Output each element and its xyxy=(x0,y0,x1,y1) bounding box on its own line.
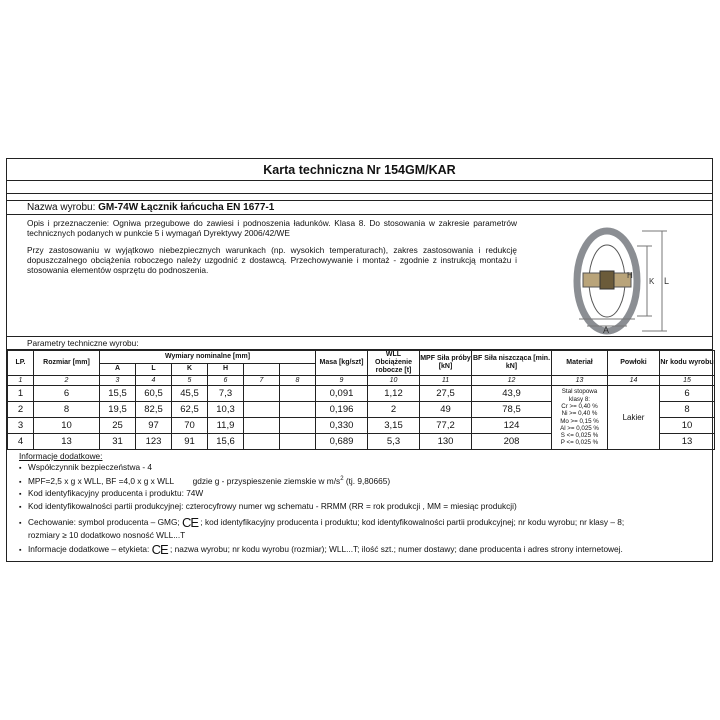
description-paragraph: Opis i przeznaczenie: Ogniwa przegubowe do zawiesi i podnoszenia ładunków. Klasa 8. Do stosowania w zakresie parametrów technicznych podanych w punkcie 5 i wymagań Dyrektywy 2006/42/WE xyxy=(27,218,517,238)
col-number: 1 xyxy=(8,376,34,386)
cell-lp: 4 xyxy=(8,434,34,450)
cell-bf: 43,9 xyxy=(472,386,552,402)
cell-mpf: 130 xyxy=(420,434,472,450)
cell-mass: 0,689 xyxy=(316,434,368,450)
cell-k: 45,5 xyxy=(172,386,208,402)
info-text: Współczynnik bezpieczeństwa - 4 xyxy=(28,461,153,472)
sheet-title: Karta techniczna Nr 154GM/KAR xyxy=(7,159,712,181)
cell-bf: 208 xyxy=(472,434,552,450)
material-line: Ni >= 0,40 % xyxy=(561,410,598,418)
technical-sheet xyxy=(6,158,713,562)
col-number: 12 xyxy=(472,376,552,386)
cell-h: 11,9 xyxy=(208,418,244,434)
col-number: 8 xyxy=(280,376,316,386)
cell-k: 70 xyxy=(172,418,208,434)
cell-lp: 1 xyxy=(8,386,34,402)
info-text: Kod identyfikowalności partii produkcyjnej: czterocyfrowy numer wg schematu - RRMM (RR = rok produkcji , MM = miesiąc produkcji) xyxy=(28,500,517,511)
table-row xyxy=(8,386,715,402)
col-number: 11 xyxy=(420,376,472,386)
params-label: Parametry techniczne wyrobu: xyxy=(7,337,712,350)
info-item xyxy=(19,474,712,488)
product-label: Nazwa wyrobu: xyxy=(27,202,99,213)
cell-empty xyxy=(244,418,280,434)
dim-label-k: K xyxy=(649,277,655,286)
product-name: GM-74W Łącznik łańcucha EN 1677-1 xyxy=(98,202,275,213)
cell-coating: Lakier xyxy=(608,386,660,450)
blank-row xyxy=(7,194,712,201)
header-lp: LP. xyxy=(8,351,34,376)
col-number: 9 xyxy=(316,376,368,386)
material-line: Stal stopowa xyxy=(561,388,598,396)
info-header: Informacje dodatkowe: xyxy=(19,451,103,461)
cell-a: 19,5 xyxy=(100,402,136,418)
material-line: klasy 8: xyxy=(569,395,590,403)
cell-lp: 3 xyxy=(8,418,34,434)
info-text: (tj. 9,80665) xyxy=(343,475,391,486)
cell-h: 10,3 xyxy=(208,402,244,418)
header-coating: Powłoki xyxy=(608,351,660,376)
header-dim-l: L xyxy=(136,363,172,376)
cell-code: 6 xyxy=(660,386,715,402)
header-mpf: MPF Siła próby [kN] xyxy=(420,351,472,376)
column-numbers-row xyxy=(8,376,715,386)
cell-k: 62,5 xyxy=(172,402,208,418)
col-number: 10 xyxy=(368,376,420,386)
material-line: Cr >= 0,40 % xyxy=(561,402,598,410)
cell-empty xyxy=(280,402,316,418)
dim-label-a: A xyxy=(603,325,610,335)
dim-label-l: L xyxy=(664,276,670,286)
info-text: Kod identyfikacyjny producenta i produktu: 74W xyxy=(28,488,204,499)
cell-empty xyxy=(280,434,316,450)
info-item xyxy=(19,488,712,501)
info-text: MPF=2,5 x g x WLL, BF =4,0 x g x WLL xyxy=(28,475,175,486)
cell-mpf: 77,2 xyxy=(420,418,472,434)
cell-h: 7,3 xyxy=(208,386,244,402)
header-wll: WLL Obciążenie robocze [t] xyxy=(368,351,420,376)
cell-size: 10 xyxy=(34,418,100,434)
col-number: 4 xyxy=(136,376,172,386)
cell-mpf: 27,5 xyxy=(420,386,472,402)
col-number: 2 xyxy=(34,376,100,386)
cell-l: 97 xyxy=(136,418,172,434)
cell-wll: 1,12 xyxy=(368,386,420,402)
cell-a: 15,5 xyxy=(100,386,136,402)
cell-empty xyxy=(244,434,280,450)
cell-k: 91 xyxy=(172,434,208,450)
header-dim-k: K xyxy=(172,363,208,376)
info-item xyxy=(19,462,712,475)
material-line: S <= 0,025 % xyxy=(560,432,599,440)
cell-size: 13 xyxy=(34,434,100,450)
col-number: 13 xyxy=(552,376,608,386)
cell-wll: 5,3 xyxy=(368,434,420,450)
cell-mass: 0,091 xyxy=(316,386,368,402)
material-line: P <= 0,025 % xyxy=(560,439,599,447)
cell-bf: 124 xyxy=(472,418,552,434)
info-item xyxy=(19,517,712,530)
product-name-row xyxy=(7,201,712,215)
info-continuation: rozmiary ≥ 10 dodatkowo nosność WLL...T xyxy=(28,529,186,540)
info-text: gdzie g - przyspieszenie ziemskie w m/s xyxy=(192,475,341,486)
ce-mark-icon: CE xyxy=(182,515,199,531)
chain-connector-diagram xyxy=(567,221,707,336)
ce-mark-icon: CE xyxy=(151,542,168,558)
cell-a: 31 xyxy=(100,434,136,450)
info-text: Cechowanie: symbol producenta – GMG; xyxy=(28,517,183,528)
cell-code: 8 xyxy=(660,402,715,418)
cell-code: 10 xyxy=(660,418,715,434)
cell-mass: 0,196 xyxy=(316,402,368,418)
description-paragraph: Przy zastosowaniu w wyjątkowo niebezpiecznych warunkach (np. wysokich temperaturach), zakres zastosowania i redukcję dopuszczalnego obciążenia roboczego należy uzgodnić z dostawcą. Przechowywanie i montaż - zgodnie z instrukcją montażu i stosowania elementów osprzętu do podnoszenia. xyxy=(27,245,517,275)
cell-l: 123 xyxy=(136,434,172,450)
cell-empty xyxy=(280,386,316,402)
header-dim-empty xyxy=(244,363,280,376)
cell-mpf: 49 xyxy=(420,402,472,418)
header-dim-h: H xyxy=(208,363,244,376)
dim-label-h: H xyxy=(627,271,633,280)
cell-material xyxy=(552,386,608,450)
blank-row xyxy=(7,181,712,194)
header-code: Nr kodu wyrobu xyxy=(660,351,715,376)
cell-mass: 0,330 xyxy=(316,418,368,434)
header-dim-empty xyxy=(280,363,316,376)
material-line: Al >= 0,025 % xyxy=(560,424,599,432)
header-mass: Masa [kg/szt] xyxy=(316,351,368,376)
col-number: 14 xyxy=(608,376,660,386)
cell-size: 6 xyxy=(34,386,100,402)
cell-bf: 78,5 xyxy=(472,402,552,418)
info-text: ; kod identyfikacyjny producenta i produktu; kod identyfikowalności partii produkcyjnej; nr kodu wyrobu; nr klasy – 8; xyxy=(198,517,625,528)
col-number: 6 xyxy=(208,376,244,386)
info-sup: 2 xyxy=(340,476,344,482)
description-section xyxy=(7,215,712,337)
cell-wll: 3,15 xyxy=(368,418,420,434)
col-number: 3 xyxy=(100,376,136,386)
col-number: 5 xyxy=(172,376,208,386)
header-dims: Wymiary nominalne [mm] xyxy=(100,351,316,364)
info-item xyxy=(19,544,712,557)
info-text: ; nazwa wyrobu; nr kodu wyrobu (rozmiar); WLL...T; ilość szt.; numer dostawy; dane producenta i adres strony internetowej. xyxy=(167,544,623,555)
cell-l: 82,5 xyxy=(136,402,172,418)
header-size: Rozmiar [mm] xyxy=(34,351,100,376)
parameters-table xyxy=(7,350,715,450)
cell-lp: 2 xyxy=(8,402,34,418)
cell-l: 60,5 xyxy=(136,386,172,402)
cell-code: 13 xyxy=(660,434,715,450)
cell-h: 15,6 xyxy=(208,434,244,450)
material-line: Mo >= 0,15 % xyxy=(560,417,599,425)
cell-empty xyxy=(244,402,280,418)
cell-wll: 2 xyxy=(368,402,420,418)
cell-a: 25 xyxy=(100,418,136,434)
cell-empty xyxy=(244,386,280,402)
col-number: 7 xyxy=(244,376,280,386)
additional-info xyxy=(7,450,712,557)
cell-size: 8 xyxy=(34,402,100,418)
header-material: Materiał xyxy=(552,351,608,376)
header-dim-a: A xyxy=(100,363,136,376)
col-number: 15 xyxy=(660,376,715,386)
info-text: Informacje dodatkowe – etykieta: xyxy=(28,544,152,555)
cell-empty xyxy=(280,418,316,434)
header-bf: BF Siła niszcząca [min. kN] xyxy=(472,351,552,376)
info-item xyxy=(19,501,712,514)
